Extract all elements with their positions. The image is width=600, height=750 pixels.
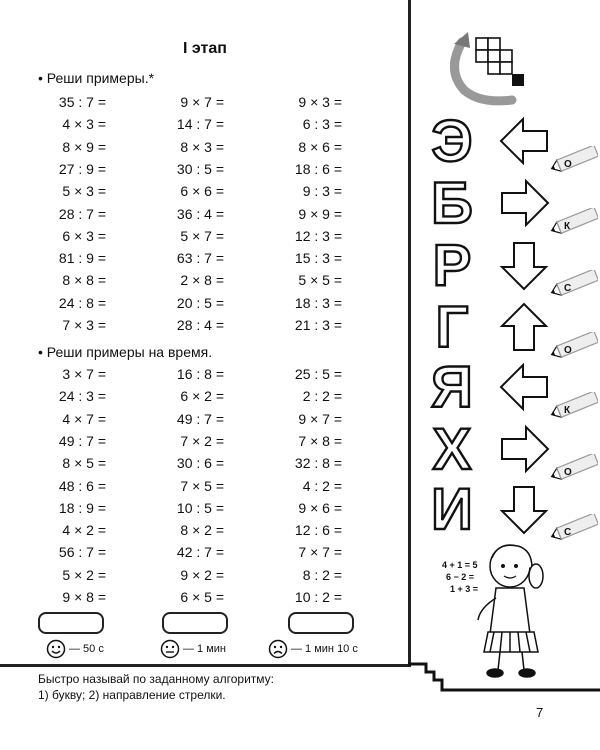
example-s2-r10-c3: 8 : 2 = [302,566,342,583]
example-s2-r6-c1: 48 : 6 = [58,477,106,494]
example-s1-r11-c1: 7 × 3 = [62,317,106,333]
board-line-3: 1 + 3 = [450,584,479,594]
example-s1-r3-c2: 8 × 3 = [180,138,224,155]
example-s1-r7-c1: 6 × 3 = [62,227,106,244]
example-s1-r2-c2: 14 : 7 = [176,116,224,133]
example-s1-r5-c1: 5 × 3 = [62,183,106,200]
pencil-icon [548,270,598,298]
pencil-icon [548,514,598,542]
example-s1-r6-c1: 28 : 7 = [58,205,106,222]
example-s2-r4-c1: 49 : 7 = [58,432,106,449]
outline-letter-text-3: Р [432,236,472,291]
example-s2-r6-c2: 7 × 5 = [180,477,224,494]
pencil-letter-3: С [564,283,572,294]
example-s2-r10-c2: 9 × 2 = [180,566,224,583]
example-s1-r3-c3: 8 × 6 = [298,138,342,155]
example-s2-r2-c1: 24 : 3 = [58,388,106,405]
timer-happy-label: — 50 с [69,643,104,655]
neutral-face-icon [160,639,180,659]
outline-letter-2 [427,174,477,229]
example-s2-r11-c3: 10 : 2 = [294,589,342,605]
example-s2-r2-c3: 2 : 2 = [302,388,342,405]
example-s1-r3-c1: 8 × 9 = [62,138,106,155]
example-s2-r6-c3: 4 : 2 = [302,477,342,494]
time-answer-box-2[interactable] [162,612,228,634]
board-line-2: 6 − 2 = [446,572,475,582]
outline-letter-text-4: Г [435,298,469,353]
example-s2-r5-c1: 8 × 5 = [62,455,106,472]
example-s2-r9-c2: 42 : 7 = [176,544,224,561]
example-s1-r6-c3: 9 × 9 = [298,205,342,222]
arrow-left-icon [497,360,552,415]
example-s2-r3-c3: 9 × 7 = [298,410,342,427]
example-s2-r7-c2: 10 : 5 = [176,499,224,516]
example-s1-r2-c1: 4 × 3 = [62,116,106,133]
board-line-1: 4 + 1 = 5 [442,560,478,570]
time-answer-box-1[interactable] [38,612,104,634]
time-answer-box-3[interactable] [288,612,354,634]
girl-illustration-icon [440,542,550,682]
page-number: 7 [536,705,544,720]
happy-face-icon [46,639,66,659]
outline-letter-text-5: Я [431,358,473,413]
footer-instruction-1: Быстро называй по заданному алгоритму: [38,672,274,686]
horizontal-rule [0,664,411,667]
example-s1-r1-c3: 9 × 3 = [298,94,342,110]
example-s1-r11-c3: 21 : 3 = [294,317,342,333]
arrow-right-icon [497,176,552,231]
example-s1-r9-c2: 2 × 8 = [180,272,224,289]
example-s1-r4-c2: 30 : 5 = [176,160,224,177]
example-s1-r10-c1: 24 : 8 = [58,294,106,311]
pencil-letter-7: С [564,527,572,538]
example-s1-r11-c2: 28 : 4 = [176,317,224,333]
outline-letter-text-1: Э [431,112,473,167]
outline-letter-text-6: Х [432,420,472,475]
example-s1-r8-c1: 81 : 9 = [58,250,106,267]
example-s2-r7-c1: 18 : 9 = [58,499,106,516]
example-s1-r7-c2: 5 × 7 = [180,227,224,244]
arrow-up-icon [497,300,552,355]
section-heading-1: • Реши примеры.* [38,70,155,86]
timer-sad [268,639,358,659]
outline-letter-4 [427,298,477,353]
vertical-divider [408,0,411,665]
example-s2-r1-c3: 25 : 5 = [294,366,342,382]
example-s1-r9-c3: 5 × 5 = [298,272,342,289]
pencil-letter-2: К [564,221,571,232]
sad-face-icon [268,639,288,659]
pencil-letter-5: К [564,405,571,416]
pencil-letter-6: О [564,467,572,478]
example-s1-r1-c1: 35 : 7 = [58,94,106,110]
outline-letter-1 [427,112,477,167]
arrow-left-icon [497,114,552,169]
section-heading-2: • Реши примеры на время. [38,344,213,360]
example-s1-r4-c3: 18 : 6 = [294,160,342,177]
example-s2-r7-c3: 9 × 6 = [298,499,342,516]
pencil-letter-1: О [564,159,572,170]
example-s1-r7-c3: 12 : 3 = [294,227,342,244]
outline-letter-7 [427,480,477,535]
arrow-right-icon [497,422,552,477]
pencil-icon [548,454,598,482]
example-s2-r5-c3: 32 : 8 = [294,455,342,472]
example-s2-r1-c1: 3 × 7 = [62,366,106,382]
pencil-icon [548,208,598,236]
example-s2-r1-c2: 16 : 8 = [176,366,224,382]
example-s2-r3-c2: 49 : 7 = [176,410,224,427]
pencil-letter-4: О [564,345,572,356]
example-s2-r2-c2: 6 × 2 = [180,388,224,405]
example-s2-r9-c1: 56 : 7 = [58,544,106,561]
outline-letter-6 [427,420,477,475]
example-s1-r9-c1: 8 × 8 = [62,272,106,289]
example-s2-r11-c1: 9 × 8 = [62,589,106,605]
example-s2-r4-c2: 7 × 2 = [180,432,224,449]
example-s1-r5-c2: 6 × 6 = [180,183,224,200]
example-s1-r10-c3: 18 : 3 = [294,294,342,311]
example-s2-r8-c1: 4 × 2 = [62,522,106,539]
example-s1-r8-c3: 15 : 3 = [294,250,342,267]
example-s1-r5-c3: 9 : 3 = [302,183,342,200]
example-s2-r4-c3: 7 × 8 = [298,432,342,449]
footer-instruction-2: 1) букву; 2) направление стрелки. [38,688,226,702]
example-s2-r9-c3: 7 × 7 = [298,544,342,561]
example-s2-r11-c2: 6 × 5 = [180,589,224,605]
example-s2-r5-c2: 30 : 6 = [176,455,224,472]
example-s1-r6-c2: 36 : 4 = [176,205,224,222]
timer-happy [46,639,104,659]
arrow-down-icon [497,482,552,537]
arrow-down-icon [497,238,552,293]
outline-letter-5 [427,358,477,413]
squares-logo-icon [440,30,540,110]
pencil-icon [548,146,598,174]
timer-sad-label: — 1 мин 10 с [291,643,358,655]
pencil-icon [548,332,598,360]
example-s2-r10-c1: 5 × 2 = [62,566,106,583]
example-s1-r4-c1: 27 : 9 = [58,160,106,177]
example-s1-r10-c2: 20 : 5 = [176,294,224,311]
example-s2-r8-c2: 8 × 2 = [180,522,224,539]
outline-letter-text-7: И [431,480,473,535]
outline-letter-text-2: Б [431,174,473,229]
example-s2-r8-c3: 12 : 6 = [294,522,342,539]
stage-title: I этап [183,40,227,57]
pencil-icon [548,392,598,420]
example-s1-r1-c2: 9 × 7 = [180,94,224,110]
outline-letter-3 [427,236,477,291]
example-s2-r3-c1: 4 × 7 = [62,410,106,427]
example-s1-r8-c2: 63 : 7 = [176,250,224,267]
timer-neutral [160,639,226,659]
example-s1-r2-c3: 6 : 3 = [302,116,342,133]
timer-neutral-label: — 1 мин [183,643,227,655]
